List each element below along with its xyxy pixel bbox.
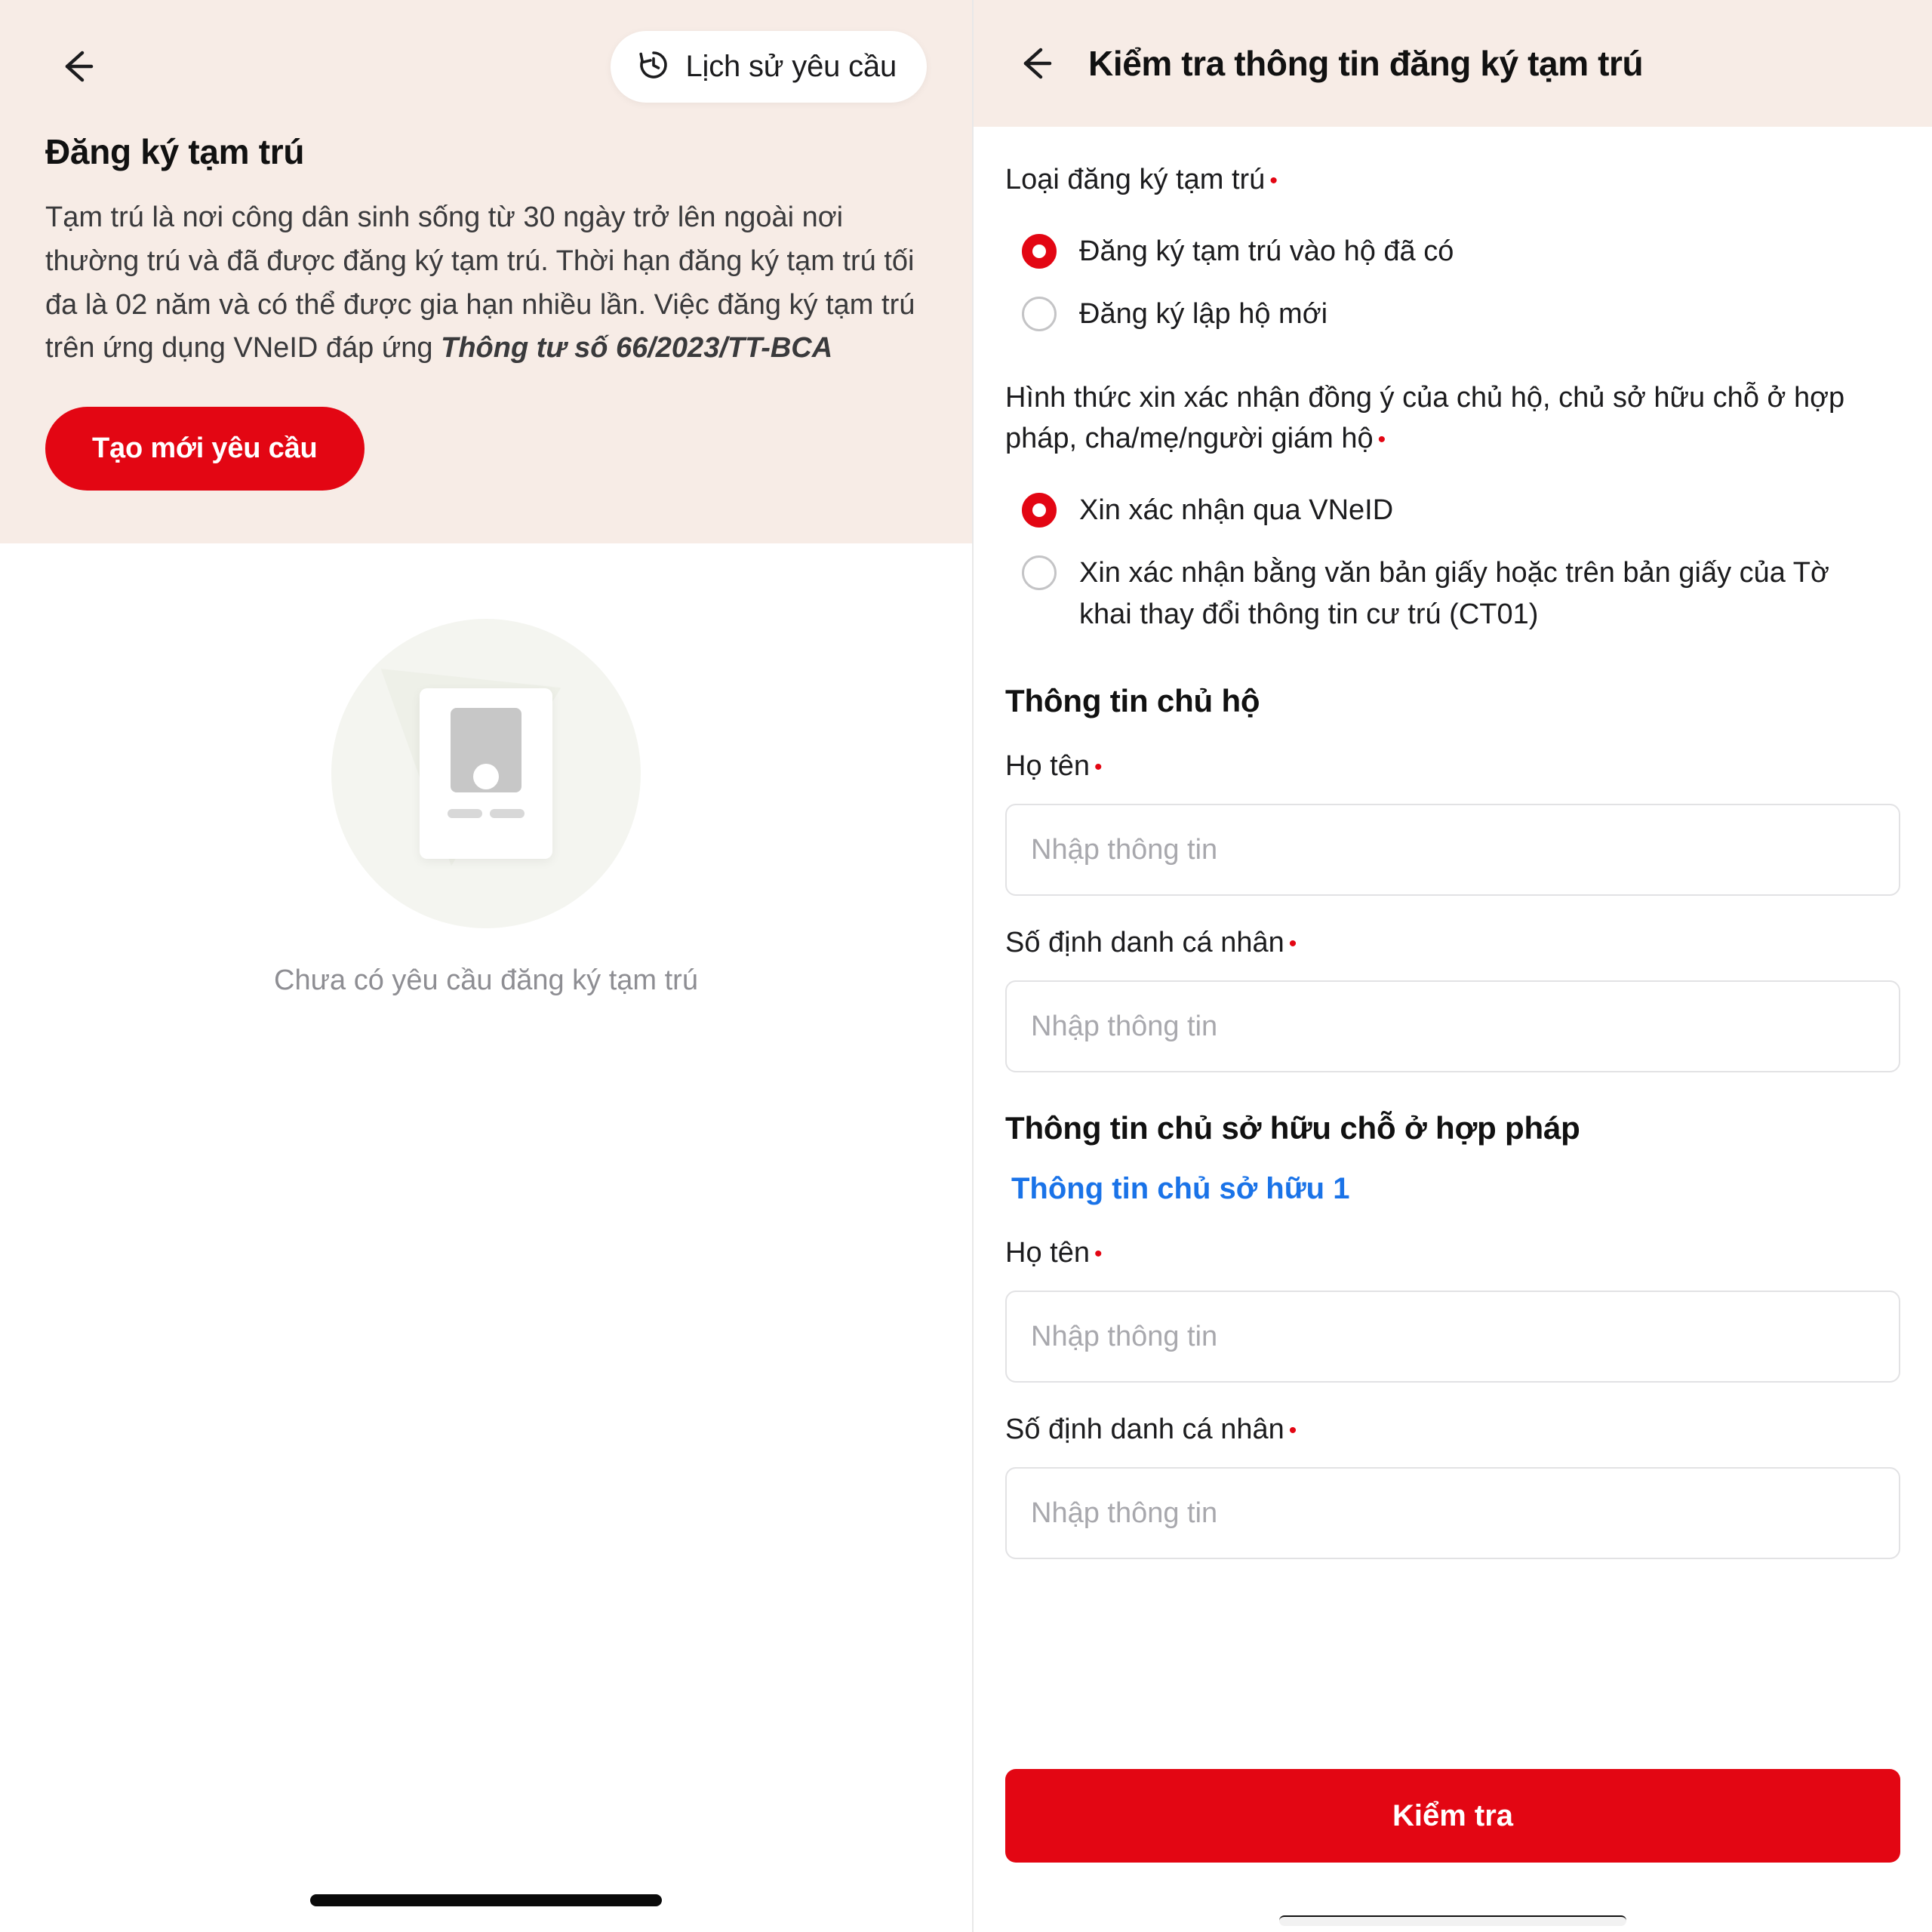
radio-label: Đăng ký tạm trú vào hộ đã có [1079, 235, 1454, 267]
radio-label: Xin xác nhận bằng văn bản giấy hoặc trên bản giấy của Tờ khai thay đổi thông tin cư trú (CT01) [1079, 557, 1829, 630]
required-marker: • [1288, 931, 1297, 957]
screen-title: Kiểm tra thông tin đăng ký tạm trú [1088, 44, 1644, 83]
owner-fullname-input[interactable] [1005, 1291, 1900, 1383]
back-arrow-icon[interactable] [45, 34, 110, 99]
radio-icon-selected[interactable] [1022, 234, 1057, 269]
required-marker: • [1377, 427, 1386, 453]
check-button[interactable]: Kiểm tra [1005, 1769, 1900, 1863]
empty-state [0, 619, 972, 997]
consent-method-radio-group [1005, 479, 1900, 645]
description-text: Tạm trú là nơi công dân sinh sống từ 30 ngày trở lên ngoài nơi thường trú và đã được đăng ký tạm trú. Thời hạn đăng ký tạm trú tối đa là 02 năm và có thể được gia hạn nhiều lần. Việc đăng ký tạm trú trên ứng dụng VNeID đáp ứng [45, 202, 915, 365]
history-button-label: Lịch sử yêu cầu [685, 49, 897, 83]
description-emphasis: Thông tư số 66/2023/TT-BCA [441, 332, 833, 365]
page-description [45, 196, 927, 371]
required-marker: • [1288, 1417, 1297, 1443]
avatar-placeholder-icon [451, 708, 521, 792]
household-id-input[interactable] [1005, 980, 1900, 1072]
history-clock-icon [636, 48, 671, 86]
consent-method-label: Hình thức xin xác nhận đồng ý của chủ hộ, chủ sở hữu chỗ ở hợp pháp, cha/mẹ/người giám hộ • [1005, 382, 1845, 455]
household-fullname-field [1005, 746, 1900, 896]
id-card-illustration [331, 619, 641, 928]
history-button[interactable] [611, 31, 927, 103]
radio-label: Xin xác nhận qua VNeID [1079, 494, 1394, 527]
required-marker: • [1269, 168, 1278, 193]
home-indicator [310, 1894, 662, 1906]
left-top-bar [45, 30, 927, 103]
owner-1-link[interactable]: Thông tin chủ sở hữu 1 [1011, 1172, 1350, 1206]
radio-icon-selected[interactable] [1022, 493, 1057, 528]
page-title: Đăng ký tạm trú [45, 132, 305, 171]
radio-option-existing-household[interactable] [1005, 220, 1900, 283]
radio-icon-unselected[interactable] [1022, 297, 1057, 331]
household-id-field [1005, 923, 1900, 1072]
home-indicator [1279, 1915, 1626, 1926]
radio-option-vneid-confirmation[interactable] [1005, 479, 1900, 542]
radio-option-paper-confirmation[interactable] [1005, 542, 1900, 645]
radio-icon-unselected[interactable] [1022, 555, 1057, 590]
empty-state-text: Chưa có yêu cầu đăng ký tạm trú [274, 964, 698, 996]
owner-id-field [1005, 1410, 1900, 1559]
radio-option-new-household[interactable] [1005, 283, 1900, 346]
back-arrow-icon[interactable] [1004, 31, 1069, 96]
radio-label: Đăng ký lập hộ mới [1079, 297, 1328, 330]
right-top-bar [974, 0, 1932, 127]
id-card-lines [448, 809, 525, 818]
id-card-graphic [420, 688, 552, 859]
create-request-button[interactable]: Tạo mới yêu cầu [45, 407, 365, 491]
required-marker: • [1094, 755, 1103, 780]
form-body [974, 127, 1932, 1559]
household-id-label: Số định danh cá nhân • [1005, 927, 1297, 959]
owner-id-label: Số định danh cá nhân • [1005, 1414, 1297, 1446]
household-fullname-label: Họ tên • [1005, 750, 1103, 783]
hero-panel [0, 0, 972, 543]
registration-type-radio-group [1005, 220, 1900, 345]
owner-fullname-label: Họ tên • [1005, 1237, 1103, 1269]
household-section-title: Thông tin chủ hộ [1005, 683, 1260, 719]
required-marker: • [1094, 1241, 1103, 1267]
screen-kiem-tra-thong-tin [974, 0, 1932, 1932]
owner-section-title: Thông tin chủ sở hữu chỗ ở hợp pháp [1005, 1110, 1580, 1146]
owner-id-input[interactable] [1005, 1467, 1900, 1559]
owner-fullname-field [1005, 1233, 1900, 1383]
household-fullname-input[interactable] [1005, 804, 1900, 896]
registration-type-label: Loại đăng ký tạm trú • [1005, 164, 1278, 195]
